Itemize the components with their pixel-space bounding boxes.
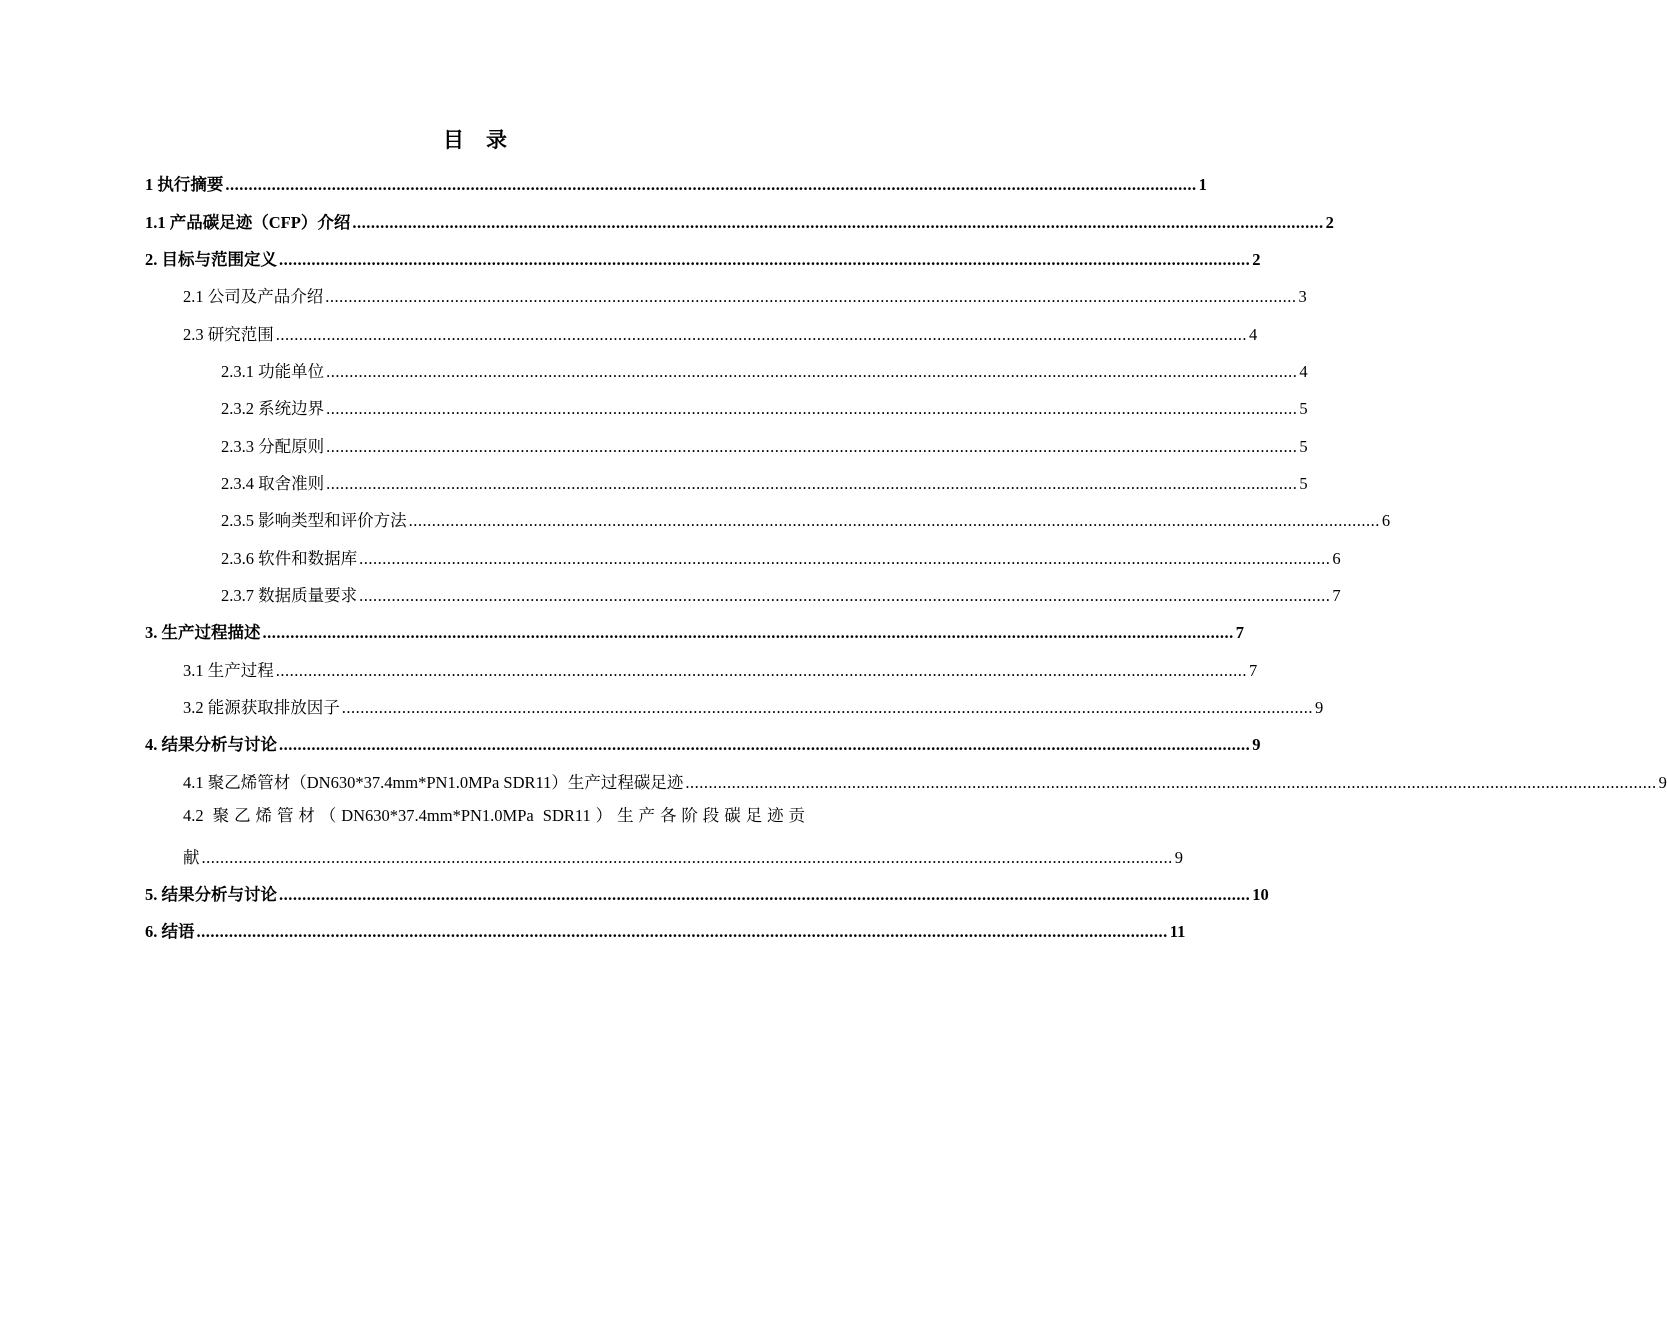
toc-entry-4-1[interactable] — [183, 768, 1667, 794]
toc-leader-dots: .................................................................................................................................................................................................................. — [225, 175, 1197, 194]
toc-entry-label: 2.3.2 系统边界 — [221, 399, 325, 418]
toc-entry-2-3-5[interactable] — [221, 506, 1391, 532]
toc-entry-label: 2. 目标与范围定义 — [145, 250, 277, 269]
toc-leader-dots: .................................................................................................................................................................................................................. — [359, 586, 1331, 605]
toc-page-number: 2 — [1252, 250, 1261, 269]
toc-leader-dots: .................................................................................................................................................................................................................. — [341, 698, 1313, 717]
toc-entry-label: 3.2 能源获取排放因子 — [183, 698, 340, 717]
toc-entry-3[interactable] — [145, 618, 1244, 644]
toc-page-number: 2 — [1325, 213, 1334, 232]
toc-title-char-1: 目 — [443, 128, 464, 152]
toc-entry-label: 2.3 研究范围 — [183, 325, 274, 344]
toc-leader-dots: .................................................................................................................................................................................................................. — [326, 474, 1298, 493]
toc-entry-label: 4.1 聚乙烯管材（DN630*37.4mm*PN1.0MPa SDR11）生产过程碳足迹 — [183, 773, 684, 792]
toc-leader-dots: .................................................................................................................................................................................................................. — [359, 549, 1331, 568]
toc-leader-dots: .................................................................................................................................................................................................................. — [196, 922, 1168, 941]
toc-page-number: 5 — [1299, 474, 1308, 493]
toc-entry-1[interactable] — [145, 170, 1207, 196]
toc-page-number: 5 — [1299, 399, 1308, 418]
toc-entry-4[interactable] — [145, 730, 1261, 756]
toc-entry-2-3[interactable] — [183, 320, 1258, 346]
toc-entry-5[interactable] — [145, 880, 1269, 906]
toc-leader-dots: .................................................................................................................................................................................................................. — [352, 213, 1324, 232]
toc-page-number: 7 — [1332, 586, 1341, 605]
toc-entry-label: 3. 生产过程描述 — [145, 623, 261, 642]
toc-entry-label: 1.1 产品碳足迹（CFP）介绍 — [145, 213, 351, 232]
toc-entry-3-2[interactable] — [183, 693, 1324, 719]
toc-entry-2-3-7[interactable] — [221, 581, 1341, 607]
toc-leader-dots: .................................................................................................................................................................................................................. — [326, 399, 1298, 418]
toc-leader-dots: .................................................................................................................................................................................................................. — [685, 773, 1657, 792]
toc-leader-dots: .................................................................................................................................................................................................................. — [279, 885, 1251, 904]
toc-entry-2[interactable] — [145, 245, 1261, 271]
toc-entry-6[interactable] — [145, 917, 1186, 943]
toc-page-number: 5 — [1299, 437, 1308, 456]
toc-page-number: 9 — [1174, 848, 1183, 867]
toc-page-number: 4 — [1249, 325, 1258, 344]
toc-entry-label: 5. 结果分析与讨论 — [145, 885, 277, 904]
toc-leader-dots: .................................................................................................................................................................................................................. — [326, 437, 1298, 456]
toc-page-number: 3 — [1298, 287, 1307, 306]
toc-entry-label: 2.3.5 影响类型和评价方法 — [221, 511, 407, 530]
toc-leader-dots: .................................................................................................................................................................................................................. — [408, 511, 1380, 530]
toc-leader-dots: .................................................................................................................................................................................................................. — [275, 325, 1247, 344]
toc-entry-label: 2.3.1 功能单位 — [221, 362, 325, 381]
toc-page-number: 4 — [1299, 362, 1308, 381]
toc-leader-dots: .................................................................................................................................................................................................................. — [262, 623, 1234, 642]
toc-entry-2-3-4[interactable] — [221, 469, 1308, 495]
toc-entry-label: 2.1 公司及产品介绍 — [183, 287, 324, 306]
toc-page-number: 9 — [1252, 735, 1261, 754]
toc-page-number: 11 — [1169, 922, 1186, 941]
toc-leader-dots: .................................................................................................................................................................................................................. — [326, 362, 1298, 381]
toc-entry-label: 3.1 生产过程 — [183, 661, 274, 680]
toc-entry-label: 2.3.3 分配原则 — [221, 437, 325, 456]
toc-page-number: 10 — [1252, 885, 1269, 904]
toc-leader-dots: .................................................................................................................................................................................................................. — [275, 661, 1247, 680]
toc-entry-3-1[interactable] — [183, 656, 1258, 682]
toc-page-number: 6 — [1381, 511, 1391, 530]
toc-entry-2-3-1[interactable] — [221, 357, 1308, 383]
toc-page-number: 7 — [1235, 623, 1244, 642]
toc-title — [0, 124, 950, 154]
toc-entry-label: 2.3.4 取舍准则 — [221, 474, 325, 493]
toc-entry-label: 献 — [183, 848, 200, 867]
toc-page-number: 1 — [1198, 175, 1207, 194]
toc-entry-4-2-line-1[interactable]: 4.2 聚乙烯管材（DN630*37.4mm*PN1.0MPa SDR11）生产各阶段碳足迹贡 — [183, 806, 805, 825]
toc-leader-dots: .................................................................................................................................................................................................................. — [201, 848, 1173, 867]
toc-page-number: 6 — [1332, 549, 1341, 568]
toc-entry-2-3-3[interactable] — [221, 432, 1308, 458]
toc-page-number: 9 — [1315, 698, 1324, 717]
toc-entry-label: 4. 结果分析与讨论 — [145, 735, 277, 754]
toc-leader-dots: .................................................................................................................................................................................................................. — [279, 735, 1251, 754]
toc-leader-dots: .................................................................................................................................................................................................................. — [325, 287, 1297, 306]
toc-entry-label: 1 执行摘要 — [145, 175, 224, 194]
toc-entry-1-1[interactable] — [145, 208, 1334, 234]
toc-entry-2-3-6[interactable] — [221, 544, 1341, 570]
toc-title-char-2: 录 — [486, 128, 507, 152]
toc-entry-label: 6. 结语 — [145, 922, 195, 941]
toc-entry-label: 2.3.6 软件和数据库 — [221, 549, 358, 568]
toc-leader-dots: .................................................................................................................................................................................................................. — [279, 250, 1251, 269]
toc-page-number: 7 — [1249, 661, 1258, 680]
toc-page-number: 9 — [1658, 773, 1667, 792]
toc-entry-4-2[interactable] — [183, 843, 1183, 869]
toc-entry-2-1[interactable] — [183, 282, 1307, 308]
toc-entry-label: 2.3.7 数据质量要求 — [221, 586, 358, 605]
toc-entry-2-3-2[interactable] — [221, 394, 1308, 420]
